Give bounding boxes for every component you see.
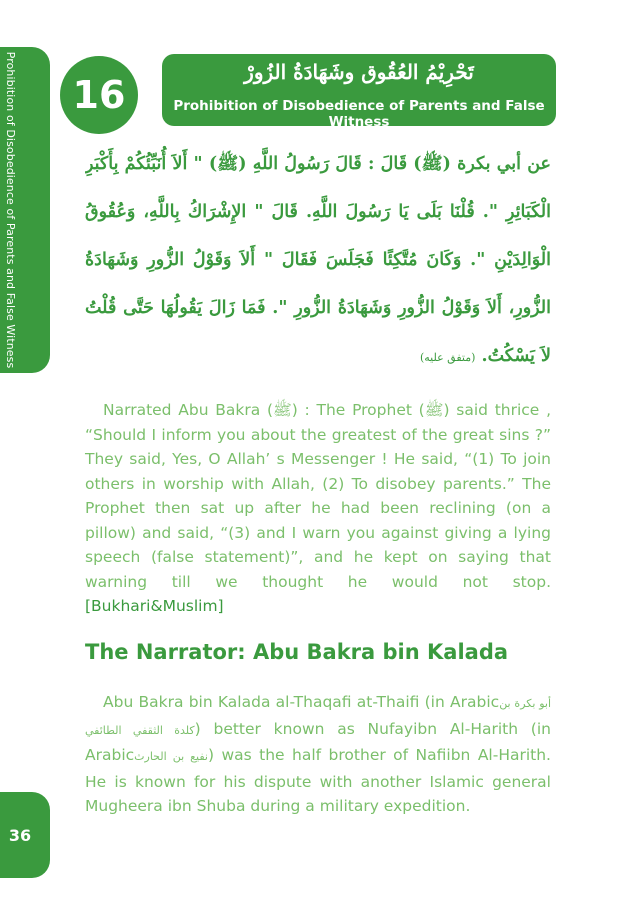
hadith-title-arabic: تَحْرِيْمُ العُقُوق وشَهَادَةُ الزُورْ <box>244 60 474 84</box>
bio-arabic-name: أبو بكرة بن كلدة الثقفي الطائفي <box>85 697 551 737</box>
page-number-tab <box>0 792 50 878</box>
arabic-line: عن أبي بكرة (ﷺ) قَالَ : قَالَ رَسُولُ اللَّهِ (ﷺ) " أَلاَ أُنَبِّئُكُمْ بِأَكْبَرِ <box>85 154 551 174</box>
arabic-last-text: لاَ يَسْكُتُ. <box>481 346 551 366</box>
arabic-line: الْوَالِدَيْنِ ". وَكَانَ مُتَّكِئًا فَجَلَسَ فَقَالَ " أَلاَ وَقَوْلُ الزُّورِ وَشَهَادَةُ <box>85 250 551 270</box>
hadith-arabic-text <box>85 140 551 380</box>
bio-text-3: ) was the half brother of Nafiibn Al-Harith. He is known for his dispute with another Islamic general Mugheera ibn Shuba during a military expedition. <box>85 746 551 815</box>
bio-arabic-alias: نفيع بن الحارث <box>134 750 208 763</box>
hadith-title-banner <box>162 54 556 130</box>
hadith-english-translation <box>85 398 551 619</box>
english-text: Narrated Abu Bakra (ﷺ) : The Prophet (ﷺ) said thrice , “Should I inform you about the greatest of the great sins ?” They said, Yes, O Allah’ s Messenger ! He said, “(1) To join others in worship with Allah, (2) To disobey parents.” The Prophet then sat up after he had been reclining (on a pillow) and said, “(3) and I warn you against giving a lying speech (false statement)”, and he kept on saying that warning till we thought he would not stop. <box>85 401 552 591</box>
arabic-line-last <box>85 332 551 380</box>
arabic-source-reference: (متفق عليه) <box>419 351 476 364</box>
side-chapter-tab <box>0 47 50 373</box>
narrator-heading: The Narrator: Abu Bakra bin Kalada <box>85 640 509 664</box>
bio-text-2: ) better known as Nufayibn Al-Harith (in Arabic <box>85 719 551 764</box>
side-chapter-title: Prohibition of Disobedience of Parents and False Witness <box>4 51 18 369</box>
bio-text-1: Abu Bakra bin Kalada al-Thaqafi at-Thaifi (in Arabic <box>103 693 500 711</box>
hadith-number-badge: 16 <box>60 56 138 134</box>
arabic-line: الْكَبَائِرِ ". قُلْنَا بَلَى يَا رَسُولَ اللَّهِ. قَالَ " الإِشْرَاكُ بِاللَّهِ، وَعُقُوقُ <box>85 202 551 222</box>
hadith-title-english: Prohibition of Disobedience of Parents and False Witness <box>173 98 545 130</box>
source-reference: [Bukhari&Muslim] <box>85 597 224 615</box>
narrator-biography <box>85 690 551 819</box>
arabic-line: الزُّورِ، أَلاَ وَقَوْلُ الزُّورِ وَشَهَادَةُ الزُّورِ ". فَمَا زَالَ يَقُولُهَا حَتَّى قُلْتُ <box>85 298 551 318</box>
page-number: 36 <box>8 825 32 845</box>
